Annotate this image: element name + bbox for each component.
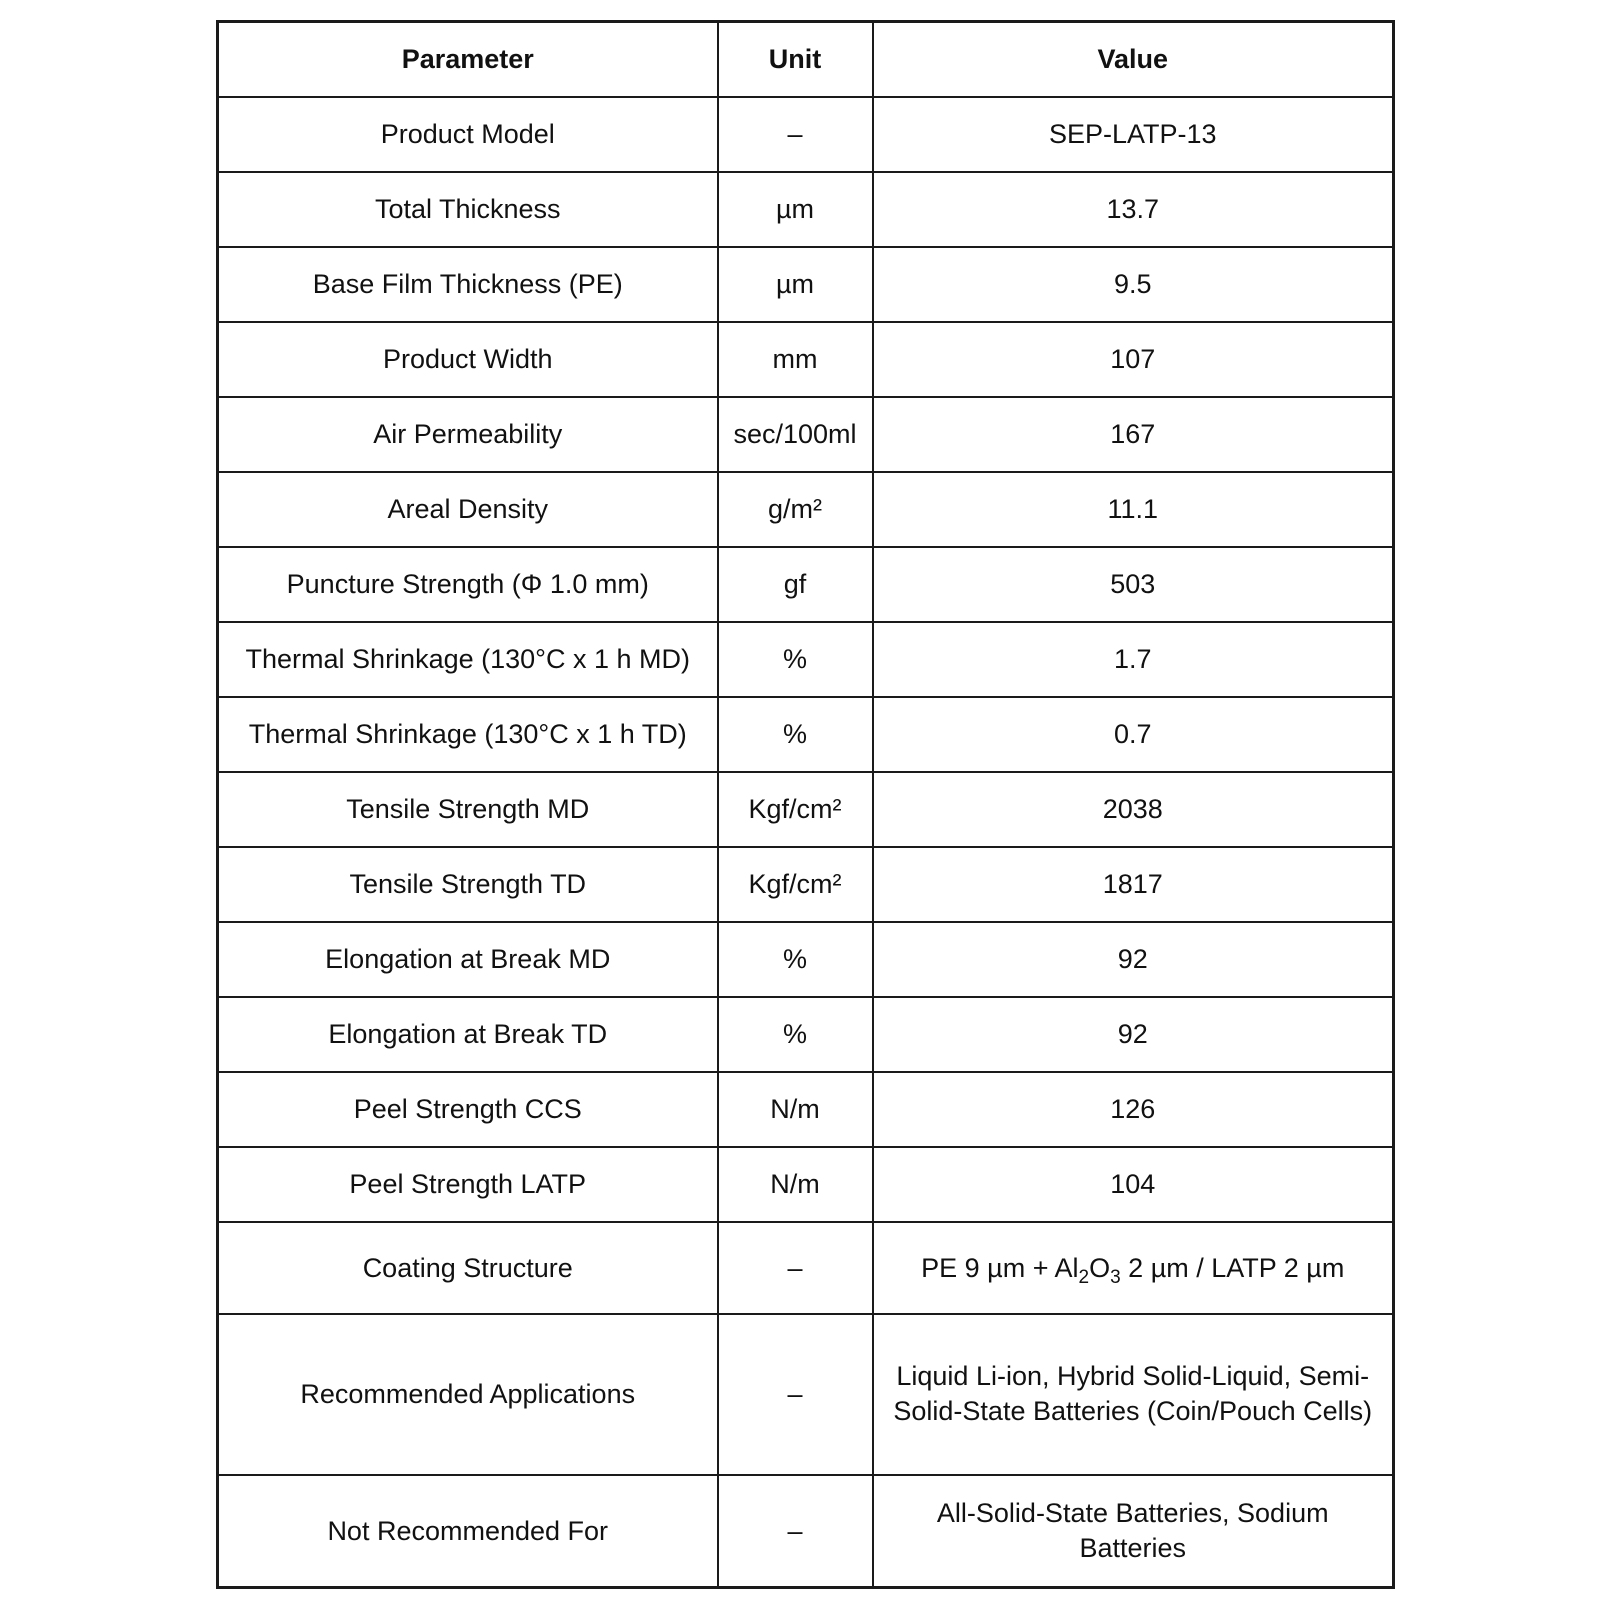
cell-parameter: Recommended Applications — [218, 1314, 718, 1475]
cell-value: 167 — [873, 397, 1394, 472]
table-row — [218, 172, 1394, 247]
table-row — [218, 772, 1394, 847]
cell-parameter: Coating Structure — [218, 1222, 718, 1314]
cell-value: 0.7 — [873, 697, 1394, 772]
cell-unit: N/m — [718, 1147, 873, 1222]
cell-value: 13.7 — [873, 172, 1394, 247]
table-row — [218, 1072, 1394, 1147]
table-row — [218, 472, 1394, 547]
table-row — [218, 547, 1394, 622]
coating-mid: O — [1089, 1252, 1111, 1283]
cell-parameter: Puncture Strength (Φ 1.0 mm) — [218, 547, 718, 622]
cell-value: 104 — [873, 1147, 1394, 1222]
cell-unit: % — [718, 697, 873, 772]
cell-parameter: Not Recommended For — [218, 1475, 718, 1588]
cell-value: 107 — [873, 322, 1394, 397]
table-row-not-recommended-for — [218, 1475, 1394, 1588]
cell-unit: – — [718, 1222, 873, 1314]
table-row — [218, 322, 1394, 397]
coating-prefix: PE 9 µm + Al — [921, 1252, 1079, 1283]
cell-unit: % — [718, 922, 873, 997]
coating-suffix: 2 µm / LATP 2 µm — [1120, 1252, 1345, 1283]
cell-parameter: Total Thickness — [218, 172, 718, 247]
cell-unit: gf — [718, 547, 873, 622]
header-parameter: Parameter — [218, 22, 718, 97]
table-row — [218, 1147, 1394, 1222]
cell-parameter: Areal Density — [218, 472, 718, 547]
coating-subscript-2: 3 — [1110, 1266, 1121, 1288]
cell-unit: – — [718, 1475, 873, 1588]
header-value: Value — [873, 22, 1394, 97]
cell-unit: Kgf/cm² — [718, 847, 873, 922]
table-row-recommended-applications — [218, 1314, 1394, 1475]
table-row — [218, 997, 1394, 1072]
table-row — [218, 622, 1394, 697]
cell-parameter: Elongation at Break MD — [218, 922, 718, 997]
table-body — [218, 97, 1394, 1588]
cell-parameter: Peel Strength LATP — [218, 1147, 718, 1222]
cell-parameter: Base Film Thickness (PE) — [218, 247, 718, 322]
cell-parameter: Peel Strength CCS — [218, 1072, 718, 1147]
cell-parameter: Thermal Shrinkage (130°C x 1 h TD) — [218, 697, 718, 772]
table-row — [218, 397, 1394, 472]
table-row — [218, 922, 1394, 997]
cell-value: 92 — [873, 922, 1394, 997]
cell-parameter: Tensile Strength TD — [218, 847, 718, 922]
cell-parameter: Thermal Shrinkage (130°C x 1 h MD) — [218, 622, 718, 697]
cell-unit: N/m — [718, 1072, 873, 1147]
cell-unit: mm — [718, 322, 873, 397]
cell-parameter: Elongation at Break TD — [218, 997, 718, 1072]
cell-unit: µm — [718, 172, 873, 247]
cell-value: 1817 — [873, 847, 1394, 922]
cell-unit: µm — [718, 247, 873, 322]
table-row — [218, 247, 1394, 322]
cell-value: 503 — [873, 547, 1394, 622]
cell-value: 126 — [873, 1072, 1394, 1147]
cell-parameter: Air Permeability — [218, 397, 718, 472]
cell-value: 1.7 — [873, 622, 1394, 697]
coating-subscript-1: 2 — [1078, 1266, 1090, 1288]
cell-unit: sec/100ml — [718, 397, 873, 472]
cell-unit: – — [718, 97, 873, 172]
table-row-coating-structure — [218, 1222, 1394, 1314]
spec-table — [216, 20, 1395, 1589]
table-row — [218, 847, 1394, 922]
cell-value: 2038 — [873, 772, 1394, 847]
cell-value: All-Solid-State Batteries, Sodium Batteries — [873, 1475, 1394, 1588]
cell-value: 9.5 — [873, 247, 1394, 322]
header-unit: Unit — [718, 22, 873, 97]
table-row — [218, 697, 1394, 772]
cell-parameter: Tensile Strength MD — [218, 772, 718, 847]
cell-value: SEP-LATP-13 — [873, 97, 1394, 172]
cell-unit: % — [718, 997, 873, 1072]
cell-unit: % — [718, 622, 873, 697]
table-header-row — [218, 22, 1394, 97]
cell-unit: – — [718, 1314, 873, 1475]
cell-parameter: Product Width — [218, 322, 718, 397]
cell-value: 11.1 — [873, 472, 1394, 547]
table-row — [218, 97, 1394, 172]
cell-parameter: Product Model — [218, 97, 718, 172]
cell-value: 92 — [873, 997, 1394, 1072]
cell-unit: Kgf/cm² — [718, 772, 873, 847]
cell-value-coating — [873, 1222, 1394, 1314]
cell-value: Liquid Li-ion, Hybrid Solid-Liquid, Semi-Solid-State Batteries (Coin/Pouch Cells) — [873, 1314, 1394, 1475]
cell-unit: g/m² — [718, 472, 873, 547]
